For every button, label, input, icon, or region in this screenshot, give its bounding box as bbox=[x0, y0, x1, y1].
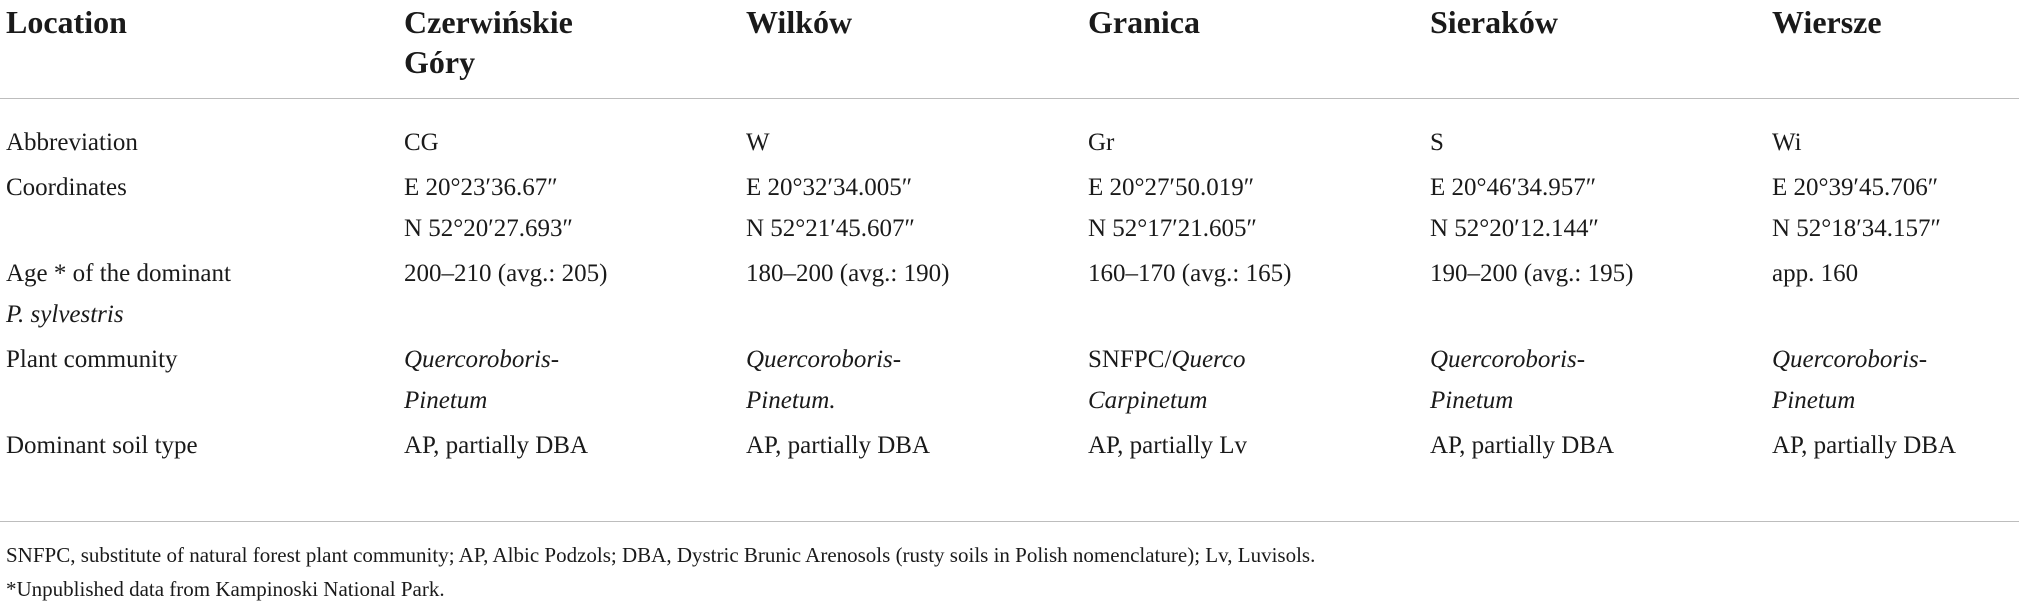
table-cell bbox=[740, 335, 1082, 421]
row-label bbox=[0, 163, 398, 249]
table-cell bbox=[1766, 99, 2019, 164]
cell-text: SNFPC/ bbox=[1088, 346, 1172, 373]
row-label bbox=[0, 421, 398, 466]
cell-text: CG bbox=[404, 129, 439, 156]
footnote-unpublished-data: *Unpublished data from Kampinoski National Park. bbox=[6, 577, 445, 601]
table-cell bbox=[1766, 249, 2019, 335]
table-cell bbox=[1766, 335, 2019, 421]
cell-text: Pinetum bbox=[1430, 387, 1514, 414]
cell-text: 180–200 (avg.: 190) bbox=[746, 260, 950, 287]
cell-text: E 20°39′45.706″ bbox=[1772, 174, 1939, 201]
cell-text: N 52°17′21.605″ bbox=[1088, 215, 1257, 242]
row-label-text: Age * of the dominant bbox=[6, 260, 231, 287]
row-label bbox=[0, 99, 398, 164]
table-header bbox=[0, 0, 2019, 99]
table-cell bbox=[1082, 421, 1424, 466]
table-cell bbox=[398, 163, 740, 249]
table-cell bbox=[740, 163, 1082, 249]
footnote-abbreviations: SNFPC, substitute of natural forest plant community; AP, Albic Podzols; DBA, Dystric Brunic Arenosols (rusty soils in Polish nomenclature); Lv, Luvisols. bbox=[6, 543, 1316, 567]
header-text: Granica bbox=[1088, 4, 1200, 40]
header-wiersze bbox=[1766, 0, 2019, 99]
cell-text: Quercoroboris- bbox=[1430, 346, 1586, 373]
table-cell bbox=[1424, 421, 1766, 466]
table-row-coordinates bbox=[0, 163, 2019, 249]
row-label-species: P. sylvestris bbox=[6, 301, 124, 328]
cell-text: Gr bbox=[1088, 129, 1115, 156]
header-text: Czerwińskie bbox=[404, 4, 573, 40]
cell-text: Quercoroboris- bbox=[1772, 346, 1928, 373]
header-granica bbox=[1082, 0, 1424, 99]
cell-text: E 20°32′34.005″ bbox=[746, 174, 913, 201]
cell-text: AP, partially DBA bbox=[1430, 432, 1615, 459]
table-cell bbox=[398, 249, 740, 335]
cell-text: E 20°23′36.67″ bbox=[404, 174, 558, 201]
table-cell bbox=[740, 99, 1082, 164]
header-text: Wiersze bbox=[1772, 4, 1882, 40]
cell-text: AP, partially DBA bbox=[1772, 432, 1957, 459]
table-cell bbox=[1082, 249, 1424, 335]
footer-divider bbox=[0, 521, 2019, 522]
table-cell bbox=[1082, 335, 1424, 421]
cell-text: app. 160 bbox=[1772, 260, 1859, 287]
table-row-age bbox=[0, 249, 2019, 335]
table-cell bbox=[398, 335, 740, 421]
cell-text: Quercoroboris- bbox=[746, 346, 902, 373]
table-body bbox=[0, 99, 2019, 467]
table-cell bbox=[740, 421, 1082, 466]
cell-text: Carpinetum bbox=[1088, 387, 1208, 414]
row-label-text: Abbreviation bbox=[6, 129, 138, 156]
table-row-plant-community bbox=[0, 335, 2019, 421]
cell-text: N 52°20′12.144″ bbox=[1430, 215, 1599, 242]
cell-text: Pinetum bbox=[1772, 387, 1856, 414]
cell-text: Pinetum bbox=[404, 387, 488, 414]
cell-text: N 52°21′45.607″ bbox=[746, 215, 915, 242]
table-cell bbox=[740, 249, 1082, 335]
cell-text: W bbox=[746, 129, 770, 156]
header-row bbox=[0, 0, 2019, 99]
cell-text: 190–200 (avg.: 195) bbox=[1430, 260, 1634, 287]
table-cell bbox=[1424, 163, 1766, 249]
cell-text: 160–170 (avg.: 165) bbox=[1088, 260, 1292, 287]
cell-text: E 20°46′34.957″ bbox=[1430, 174, 1597, 201]
cell-text: 200–210 (avg.: 205) bbox=[404, 260, 608, 287]
header-czerwinskie-gory bbox=[398, 0, 740, 99]
cell-text: AP, partially Lv bbox=[1088, 432, 1248, 459]
cell-text: Pinetum. bbox=[746, 387, 836, 414]
table-row-soil-type bbox=[0, 421, 2019, 466]
header-text: Sieraków bbox=[1430, 4, 1558, 40]
table-cell bbox=[1082, 163, 1424, 249]
cell-text: Wi bbox=[1772, 129, 1802, 156]
cell-text: Quercoroboris- bbox=[404, 346, 560, 373]
cell-text: N 52°18′34.157″ bbox=[1772, 215, 1941, 242]
table-cell bbox=[1424, 335, 1766, 421]
cell-text: AP, partially DBA bbox=[746, 432, 931, 459]
row-label-text: Dominant soil type bbox=[6, 432, 198, 459]
row-label-text: Plant community bbox=[6, 346, 178, 373]
table-cell bbox=[398, 421, 740, 466]
table-cell bbox=[398, 99, 740, 164]
table-cell bbox=[1424, 99, 1766, 164]
cell-text: Querco bbox=[1171, 346, 1246, 373]
table-cell bbox=[1424, 249, 1766, 335]
header-wilkow bbox=[740, 0, 1082, 99]
header-location bbox=[0, 0, 398, 99]
cell-text: E 20°27′50.019″ bbox=[1088, 174, 1255, 201]
table-cell bbox=[1082, 99, 1424, 164]
header-text: Location bbox=[6, 4, 127, 40]
row-label bbox=[0, 335, 398, 421]
header-sierakow bbox=[1424, 0, 1766, 99]
table-cell bbox=[1766, 421, 2019, 466]
cell-text: AP, partially DBA bbox=[404, 432, 589, 459]
cell-text: N 52°20′27.693″ bbox=[404, 215, 573, 242]
table-footnotes bbox=[6, 538, 2006, 606]
header-text: Wilków bbox=[746, 4, 853, 40]
row-label-text: Coordinates bbox=[6, 174, 127, 201]
header-text: Góry bbox=[404, 44, 476, 80]
row-label bbox=[0, 249, 398, 335]
cell-text: S bbox=[1430, 129, 1444, 156]
table-cell bbox=[1766, 163, 2019, 249]
table-row-abbreviation bbox=[0, 99, 2019, 164]
